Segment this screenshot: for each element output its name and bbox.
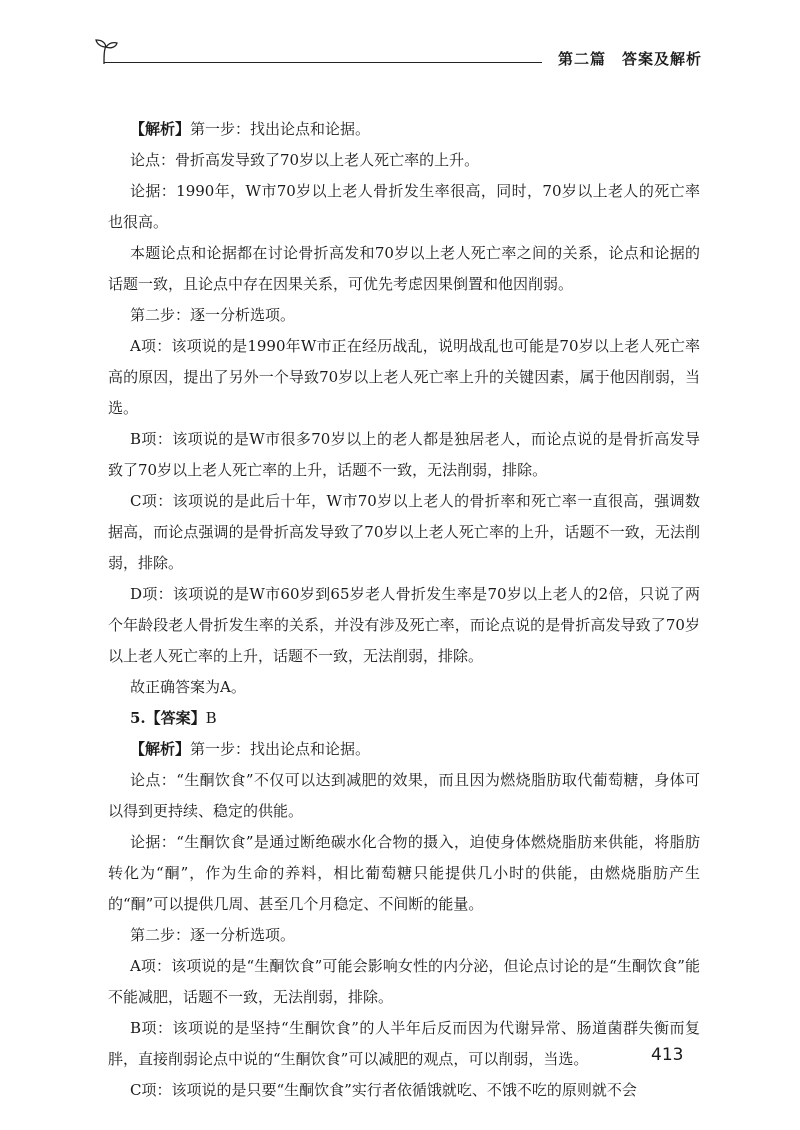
paragraph — [108, 238, 700, 300]
paragraph-text: 故正确答案为A。 — [130, 678, 246, 696]
paragraph-text: 第一步：找出论点和论据。 — [190, 740, 371, 758]
header-rule — [104, 62, 542, 63]
paragraph — [108, 827, 700, 920]
paragraph-text: 论点：“生酮饮食”不仅可以达到减肥的效果，而且因为燃烧脂肪取代葡萄糖，身体可以得到更持续、稳定的供能。 — [108, 771, 700, 820]
paragraph-text: D项：该项说的是W市60岁到65岁老人骨折发生率是70岁以上老人的2倍，只说了两个年龄段老人骨折发生率的关系，并没有涉及死亡率，而论点说的是骨折高发导致了70岁以上老人死亡率的上升，话题不一致，无法削弱，排除。 — [108, 585, 700, 665]
paragraph — [108, 1013, 700, 1075]
paragraph-text: 论点：骨折高发导致了70岁以上老人死亡率的上升。 — [130, 151, 480, 169]
paragraph-text: 本题论点和论据都在讨论骨折高发和70岁以上老人死亡率之间的关系，论点和论据的话题一致，且论点中存在因果关系，可优先考虑因果倒置和他因削弱。 — [108, 244, 700, 293]
paragraph — [108, 951, 700, 1013]
paragraph-text: C项：该项说的是此后十年，W市70岁以上老人的骨折率和死亡率一直很高，强调数据高，而论点强调的是骨折高发导致了70岁以上老人死亡率的上升，话题不一致，无法削弱，排除。 — [108, 492, 700, 572]
paragraph-tag: 5.【答案】 — [130, 709, 206, 727]
paragraph — [108, 300, 700, 331]
page-number: 413 — [651, 1045, 684, 1065]
paragraph-text: 论据：1990年，W市70岁以上老人骨折发生率很高，同时，70岁以上老人的死亡率也很高。 — [108, 182, 700, 231]
section-title: 第二篇 答案及解析 — [557, 50, 702, 68]
paragraph-text: A项：该项说的是1990年W市正在经历战乱，说明战乱也可能是70岁以上老人死亡率高的原因，提出了另外一个导致70岁以上老人死亡率上升的关键因素，属于他因削弱，当选。 — [108, 337, 700, 417]
paragraph-text: B项：该项说的是坚持“生酮饮食”的人半年后反而因为代谢异常、肠道菌群失衡而复胖，直接削弱论点中说的“生酮饮食”可以减肥的观点，可以削弱，当选。 — [108, 1019, 700, 1068]
paragraph — [108, 176, 700, 238]
paragraph — [108, 424, 700, 486]
paragraph-text: B项：该项说的是W市很多70岁以上的老人都是独居老人，而论点说的是骨折高发导致了70岁以上老人死亡率的上升，话题不一致，无法削弱，排除。 — [108, 430, 700, 479]
paragraph — [108, 703, 700, 734]
paragraph-tag: 【解析】 — [130, 120, 191, 138]
paragraph — [108, 145, 700, 176]
paragraph — [108, 734, 700, 765]
paragraph — [108, 114, 700, 145]
paragraph-text: C项：该项说的是只要“生酮饮食”实行者依循饿就吃、不饿不吃的原则就不会 — [130, 1081, 637, 1099]
answer-content — [108, 114, 700, 1106]
paragraph — [108, 1075, 700, 1106]
paragraph-text: 论据：“生酮饮食”是通过断绝碳水化合物的摄入，迫使身体燃烧脂肪来供能，将脂肪转化为“酮”，作为生命的养料，相比葡萄糖只能提供几小时的供能，由燃烧脂肪产生的“酮”可以提供几周、甚至几个月稳定、不间断的能量。 — [108, 833, 700, 913]
paragraph-tag: 【解析】 — [130, 740, 191, 758]
paragraph-text: B — [205, 709, 217, 727]
paragraph — [108, 765, 700, 827]
paragraph-text: 第二步：逐一分析选项。 — [130, 926, 296, 944]
paragraph — [108, 331, 700, 424]
paragraph — [108, 672, 700, 703]
paragraph — [108, 486, 700, 579]
page-header — [92, 36, 702, 76]
paragraph-text: A项：该项说的是“生酮饮食”可能会影响女性的内分泌，但论点讨论的是“生酮饮食”能不能减肥，话题不一致，无法削弱，排除。 — [108, 957, 700, 1006]
paragraph — [108, 920, 700, 951]
paragraph — [108, 579, 700, 672]
paragraph-text: 第一步：找出论点和论据。 — [190, 120, 371, 138]
paragraph-text: 第二步：逐一分析选项。 — [130, 306, 296, 324]
